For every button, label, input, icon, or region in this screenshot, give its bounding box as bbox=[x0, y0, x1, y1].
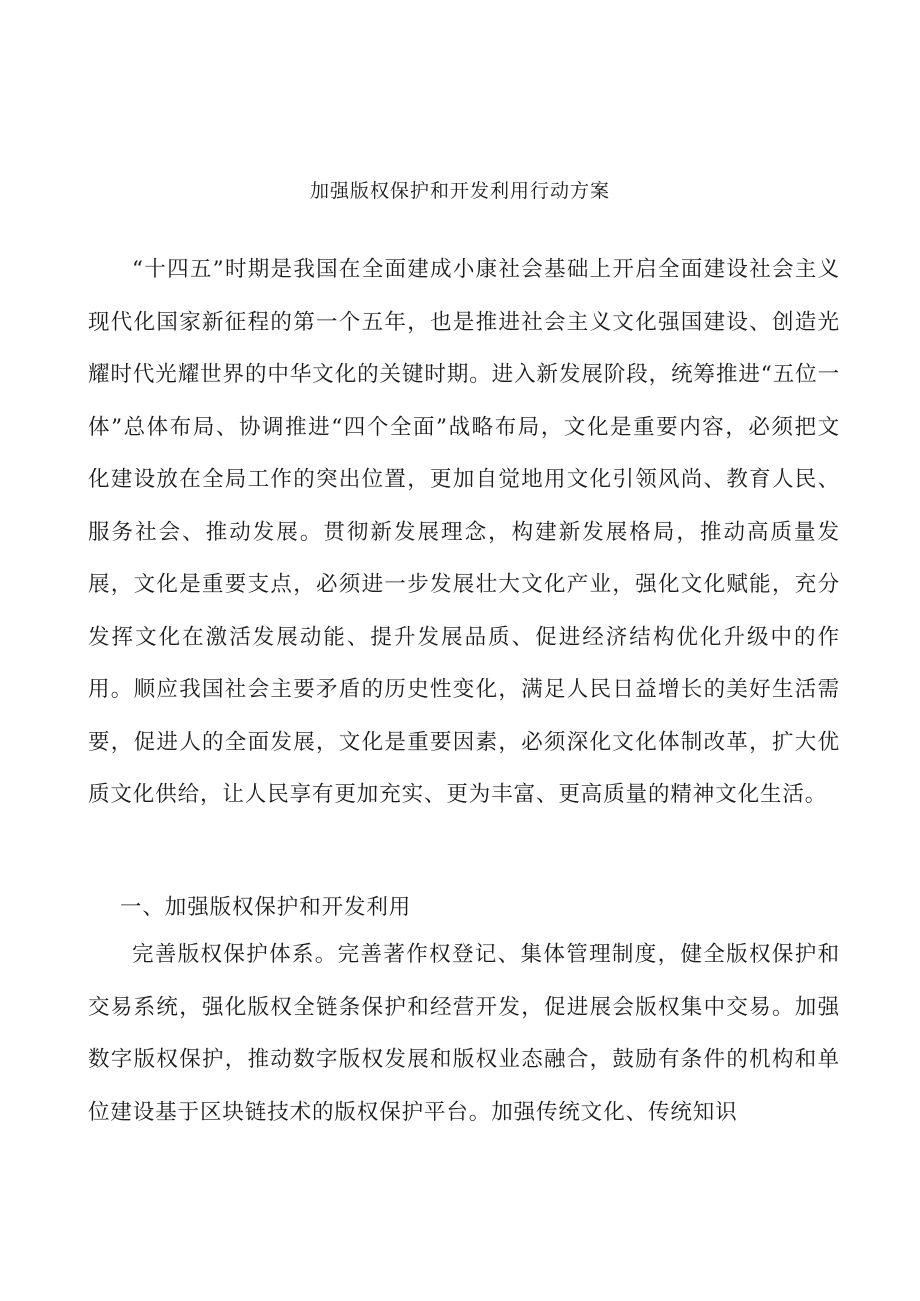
document-title: 加强版权保护和开发利用行动方案 bbox=[309, 180, 610, 202]
intro-paragraph: “十四五”时期是我国在全面建成小康社会基础上开启全面建设社会主义现代化国家新征程的第一个五年，也是推进社会主义文化强国建设、创造光耀时代光耀世界的中华文化的关键时期。进入新发展阶段，统筹推进“五位一体”总体布局、协调推进“四个全面”战略布局，文化是重要内容，必须把文化建设放在全局工作的突出位置，更加自觉地用文化引领风尚、教育人民、服务社会、推动发展。贯彻新发展理念，构建新发展格局，推动高质量发展，文化是重要支点，必须进一步发展壮大文化产业，强化文化赋能，充分发挥文化在激活发展动能、提升发展品质、促进经济结构优化升级中的作用。顺应我国社会主要矛盾的历史性变化，满足人民日益增长的美好生活需要，促进人的全面发展，文化是重要因素，必须深化文化体制改革，扩大优质文化供给，让人民享有更加充实、更为丰富、更高质量的精神文化生活。 bbox=[88, 257, 840, 807]
section-1-heading: 一、加强版权保护和开发利用 bbox=[120, 895, 412, 920]
section-1-paragraph: 完善版权保护体系。完善著作权登记、集体管理制度，健全版权保护和交易系统，强化版权全链条保护和经营开发，促进展会版权集中交易。加强数字版权保护，推动数字版权发展和版权业态融合，鼓励有条件的机构和单位建设基于区块链技术的版权保护平台。加强传统文化、传统知识 bbox=[88, 942, 840, 1125]
